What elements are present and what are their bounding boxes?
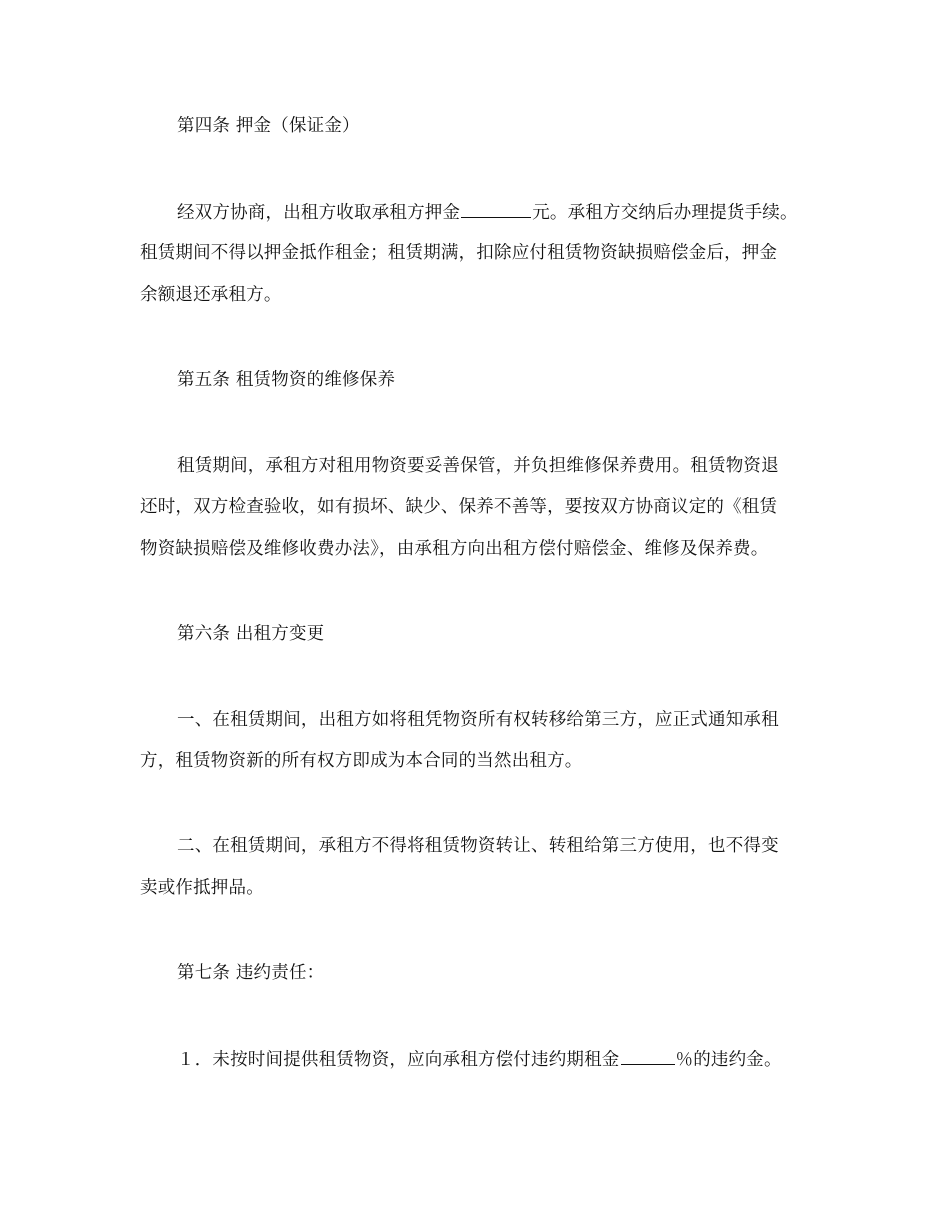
article-6-item-1-line-1: 一、在租赁期间，出租方如将租凭物资所有权转移给第三方，应正式通知承租 <box>177 710 779 730</box>
article-6-item-1-line-2: 方，租赁物资新的所有权方即成为本合同的当然出租方。 <box>140 751 583 771</box>
penalty-percent-blank <box>621 1048 675 1065</box>
article-6-item-2-line-1: 二、在租赁期间，承租方不得将租赁物资转让、转租给第三方使用，也不得变 <box>177 836 779 856</box>
article-5-paragraph-line-1: 租赁期间，承租方对租用物资要妥善保管，并负担维修保养费用。租赁物资退 <box>177 456 779 476</box>
article-5-paragraph-line-3: 物资缺损赔偿及维修收费办法》，由承租方向出租方偿付赔偿金、维修及保养费。 <box>140 539 769 559</box>
article-4-paragraph-line-3: 余额退还承租方。 <box>140 285 282 305</box>
article-4-paragraph-line-2: 租赁期间不得以押金抵作租金；租赁期满，扣除应付租赁物资缺损赔偿金后，押金 <box>140 243 778 263</box>
article-5-paragraph-line-2: 还时，双方检查验收，如有损坏、缺少、保养不善等，要按双方协商议定的《租赁 <box>140 497 778 517</box>
article-7-item-1-text-after-blank: ％的违约金。 <box>675 1050 782 1070</box>
article-4-heading: 第四条 押金（保证金） <box>177 116 360 136</box>
article-4-text-before-blank: 经双方协商，出租方收取承租方押金 <box>177 203 461 223</box>
article-6-item-2-line-2: 卖或作抵押品。 <box>140 878 264 898</box>
article-7-item-1-text-before-blank: １．未按时间提供租赁物资，应向承租方偿付违约期租金 <box>177 1050 620 1070</box>
article-4-text-after-blank: 元。承租方交纳后办理提货手续。 <box>532 203 798 223</box>
deposit-amount-blank <box>461 201 531 218</box>
article-7-item-1 <box>177 1048 857 1071</box>
article-4-paragraph-line-1 <box>177 201 857 224</box>
article-7-heading: 第七条 违约责任： <box>177 963 325 983</box>
article-6-heading: 第六条 出租方变更 <box>177 624 325 644</box>
article-5-heading: 第五条 租赁物资的维修保养 <box>177 370 396 390</box>
